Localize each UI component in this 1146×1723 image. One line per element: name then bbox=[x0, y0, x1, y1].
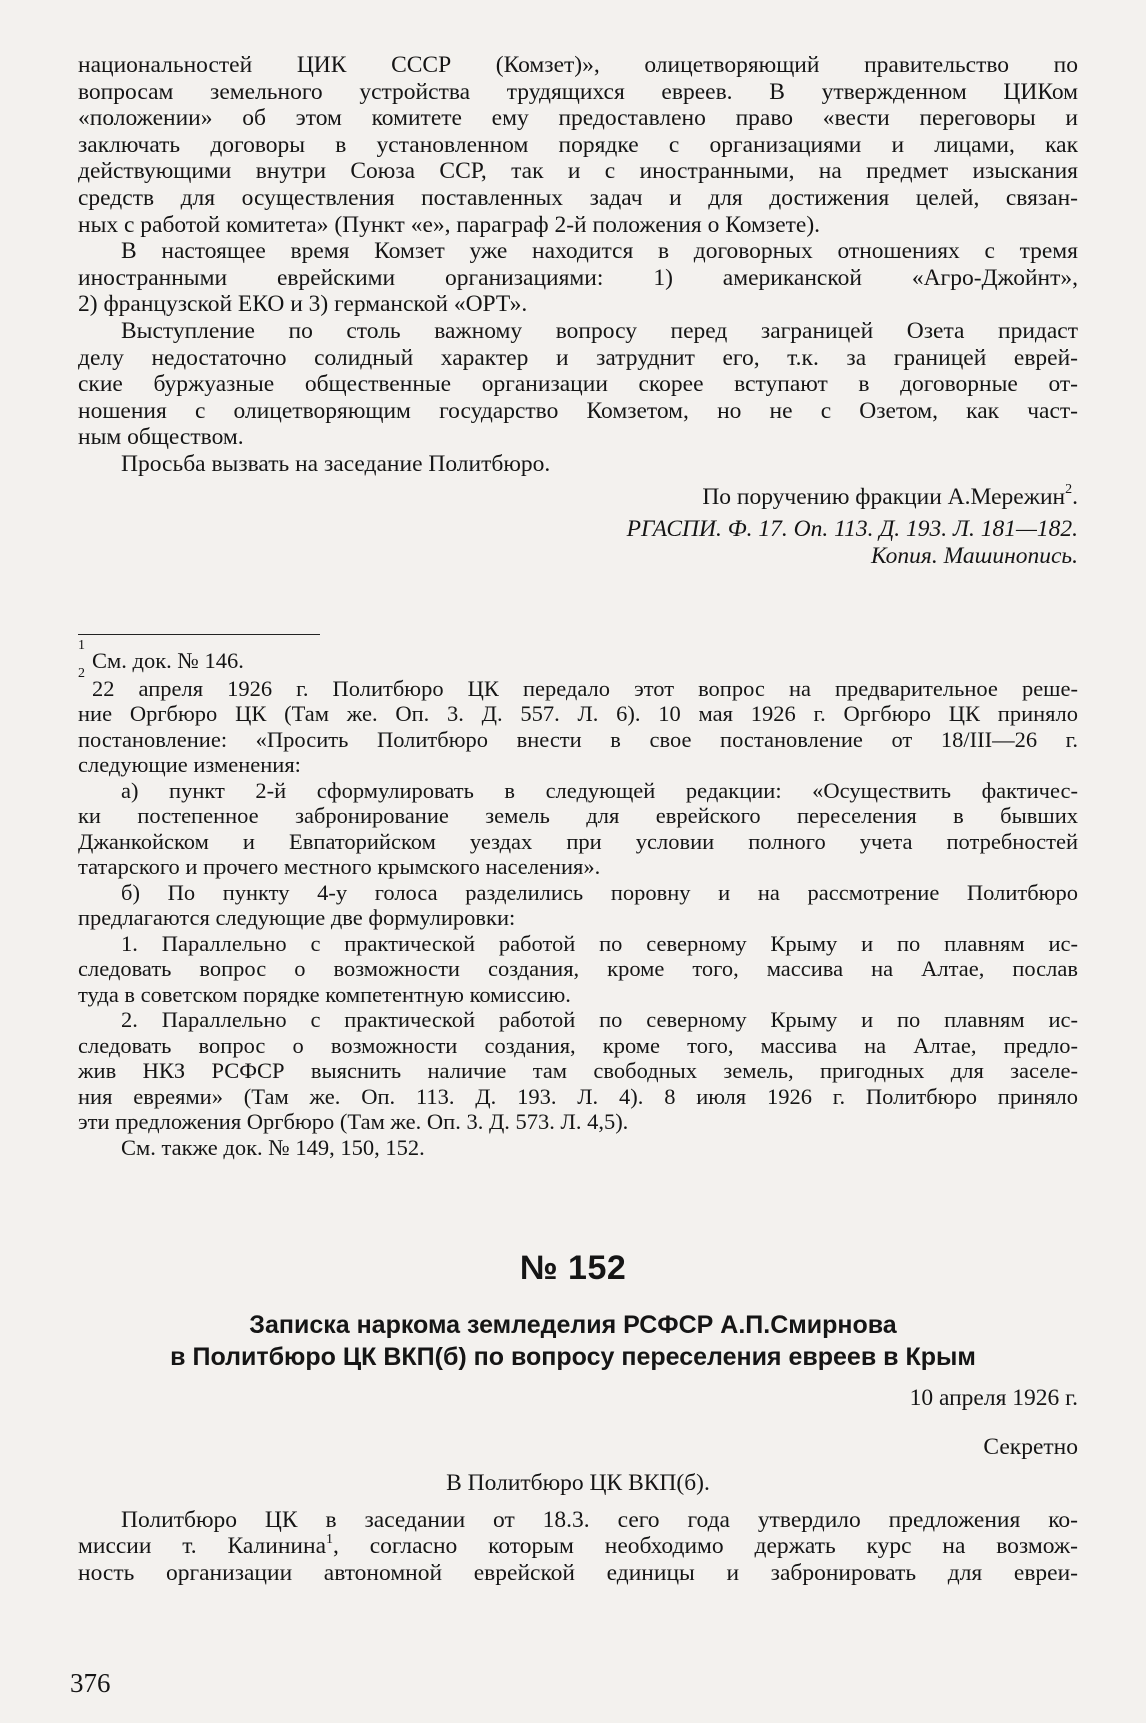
footnote-line: татарского и прочего местного крымского населения». bbox=[78, 854, 601, 879]
footnote-1: $^1$См. док. № 146. bbox=[78, 638, 244, 673]
text-line: «положении» об этом комитете ему предоставлено право «вести переговоры и bbox=[78, 105, 1078, 132]
footnote-line: 1. Параллельно с практической работой по северному Крыму и по плавням ис- bbox=[121, 930, 1078, 956]
footnote-divider bbox=[78, 634, 320, 635]
footnote-2: $^2$22 апреля 1926 г. Политбюро ЦК передало этот вопрос на предварительное реше- bbox=[78, 665, 1078, 701]
footnote-line: эти предложения Оргбюро (Там же. Оп. 3. Д. 573. Л. 4,5). bbox=[78, 1109, 629, 1134]
text-line: ность организации автономной еврейской единицы и забронировать для евреи- bbox=[78, 1559, 1078, 1586]
text-line: В настоящее время Комзет уже находится в договорных отношениях с тремя bbox=[121, 238, 1078, 265]
page-number: 376 bbox=[70, 1668, 111, 1698]
document-date: 10 апреля 1926 г. bbox=[909, 1385, 1078, 1411]
text-line: ных с работой комитета» (Пункт «е», параграф 2-й положения о Комзете). bbox=[78, 211, 821, 238]
text-line: Политбюро ЦК в заседании от 18.3. сего года утвердило предложения ко- bbox=[121, 1506, 1078, 1533]
text-line: действующими внутри Союза ССР, так и с иностранными, на предмет изыскания bbox=[78, 158, 1078, 185]
document-title-line-1: Записка наркома земледелия РСФСР А.П.Смирнова bbox=[249, 1311, 897, 1339]
text-line: иностранными еврейскими организациями: 1) американской «Агро-Джойнт», bbox=[78, 264, 1078, 291]
text-line: национальностей ЦИК СССР (Комзет)», олицетворяющий правительство по bbox=[78, 52, 1078, 78]
footnote-line: следующие изменения: bbox=[78, 752, 301, 777]
addressee: В Политбюро ЦК ВКП(б). bbox=[446, 1470, 710, 1497]
footnote-line: а) пункт 2-й сформулировать в следующей редакции: «Осуществить фактичес- bbox=[121, 777, 1078, 803]
text-line: ношения с олицетворяющим государство Комзетом, но не с Озетом, как част- bbox=[78, 397, 1078, 424]
footnote-line: Джанкойском и Евпаторийском уездах при условии полного учета потребностей bbox=[78, 828, 1078, 854]
footnote-line: следовать вопрос о возможности создания, кроме того, массива на Алтае, предло- bbox=[78, 1032, 1078, 1058]
text-line: миссии т. Калинина$^1$, согласно которым необходимо держать курс на возмож- bbox=[78, 1531, 1078, 1560]
document-body bbox=[78, 1385, 1078, 1587]
footnote-line: следовать вопрос о возможности создания, кроме того, массива на Алтае, послав bbox=[78, 956, 1078, 981]
text-line: ские буржуазные общественные организации скорее вступают в договорные от- bbox=[78, 371, 1078, 398]
text-line: 2) французской ЕКО и 3) германской «ОРТ». bbox=[78, 291, 528, 318]
footnote-line: туда в советском порядке компетентную комиссию. bbox=[78, 981, 571, 1007]
text-line: заключать договоры в установленном порядке с организациями и лицами, как bbox=[78, 131, 1078, 158]
text-line: средств для осуществления поставленных задач и для достижения целей, связан- bbox=[78, 184, 1078, 211]
footnote-line: ния евреями» (Там же. Оп. 113. Д. 193. Л. 4). 8 июля 1926 г. Политбюро приняло bbox=[78, 1083, 1078, 1109]
footnote-line: ки постепенное забронирование земель для еврейского переселения в бывших bbox=[78, 803, 1078, 828]
text-line: ным обществом. bbox=[78, 424, 244, 451]
footnote-line: 2. Параллельно с практической работой по северному Крыму и по плавням ис- bbox=[121, 1007, 1078, 1032]
footnote-line: жив НКЗ РСФСР выяснить наличие там свободных земель, пригодных для заселе- bbox=[78, 1058, 1078, 1083]
classification-mark: Секретно bbox=[983, 1433, 1078, 1460]
footnote-line: ние Оргбюро ЦК (Там же. Оп. 3. Д. 557. Л. 6). 10 мая 1926 г. Оргбюро ЦК приняло bbox=[78, 701, 1078, 726]
footnote-line: См. также док. № 149, 150, 152. bbox=[121, 1134, 425, 1160]
continued-text-block bbox=[78, 52, 1078, 569]
text-line: делу недостаточно солидный характер и затруднит его, т.к. за границей еврей- bbox=[78, 344, 1078, 371]
footnote-line: б) По пункту 4-у голоса разделились поровну и на рассмотрение Политбюро bbox=[121, 879, 1078, 905]
footnote-line: предлагаются следующие две формулировки: bbox=[78, 905, 516, 930]
text-line: Выступление по столь важному вопросу перед заграницей Озета придаст bbox=[121, 317, 1078, 344]
document-title-line-2: в Политбюро ЦК ВКП(б) по вопросу переселения евреев в Крым bbox=[170, 1343, 976, 1371]
archive-type: Копия. Машинопись. bbox=[870, 542, 1078, 569]
archive-reference: РГАСПИ. Ф. 17. Оп. 113. Д. 193. Л. 181—182. bbox=[626, 516, 1078, 543]
text-line: Просьба вызвать на заседание Политбюро. bbox=[121, 450, 551, 477]
document-number: № 152 bbox=[519, 1249, 627, 1287]
footnotes-block bbox=[78, 638, 1078, 1160]
text-line: вопросам земельного устройства трудящихся евреев. В утвержденном ЦИКом bbox=[78, 78, 1078, 105]
signature: По поручению фракции А.Мережин$^2$. bbox=[702, 481, 1078, 510]
footnote-line: постановление: «Просить Политбюро внести в свое постановление от 18/III—26 г. bbox=[78, 726, 1078, 752]
